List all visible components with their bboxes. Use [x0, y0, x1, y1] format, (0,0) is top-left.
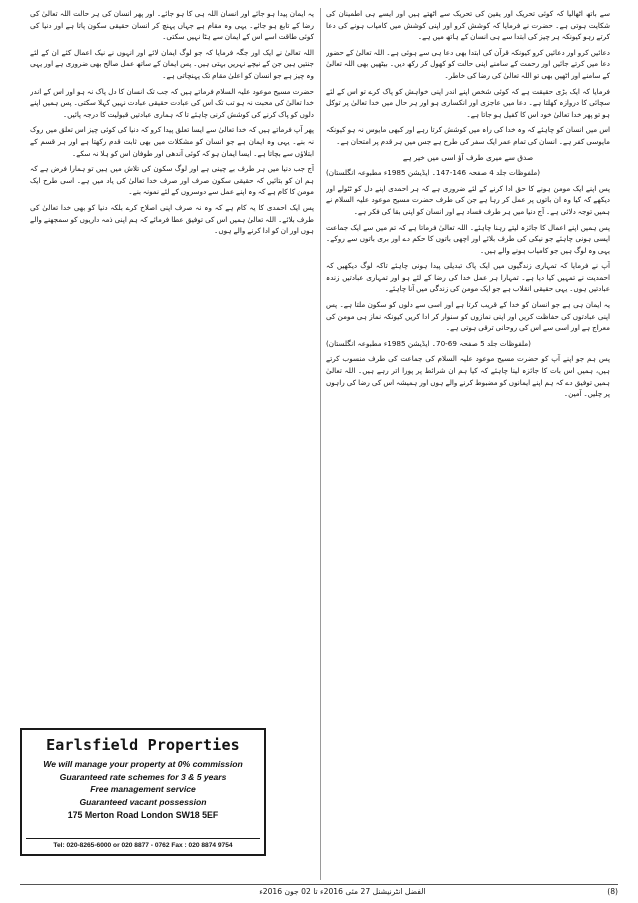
paragraph: سے باتھ اٹھالیا کہ کوئی تحریک اور یقین کی تحریک سے اٹھتے ہیں اور ایسے ہی اطمینان کی شکایت ہوتی ہے۔ حضرت نے فرمایا کہ کوشش کرو اور اپنی کوشش میں کامیاب ہونے کی دعا کرتے رہو کیونکہ ہر چیز کی ابتدا سے ہی انسان کے ہاتھ میں ہے۔	[326, 9, 610, 42]
paragraph: پس اپنے ایک مومن ہونے کا حق ادا کرنے کے لئے ضروری ہے کہ ہر احمدی اپنے دل کو ٹٹولے اور دیکھے کہ کیا وہ ان باتوں پر عمل کر رہا ہے جن کی طرف حضرت مسیح موعود علیہ السلام نے ہمیں توجہ دلائی ہے۔ آج دنیا میں ہر طرف فساد ہے اور انسان کو اپنی بقا کی فکر ہے۔	[326, 183, 610, 216]
paragraph: دعائیں کرو اور دعائیں کرو کیونکہ قرآن کی ابتدا بھی دعا ہی سے ہوئی ہے۔ اللہ تعالیٰ کے حضور دعا میں کرتے جائیں اور رحمت کے سامنے اپنی حالت کو کھول کر رکھ دیں۔ بیٹھیں بھی اللہ تعالیٰ کے سامنے اور اٹھیں بھی تو اللہ تعالیٰ کی رضا کی خاطر۔	[326, 47, 610, 80]
paragraph: آپ نے فرمایا کہ تمہاری زندگیوں میں ایک پاک تبدیلی پیدا ہونی چاہئے تاکہ لوگ دیکھیں کہ احمدیت نے تمہیں کیا دیا ہے۔ تمہارا ہر عمل خدا کی رضا کے لئے ہو اور تمہاری عبادتیں زندہ عبادتیں ہوں۔ یہی حقیقی انقلاب ہے جو ایک مومن کی زندگی میں آنا چاہئے۔	[326, 261, 610, 294]
page-number: (8)	[607, 887, 618, 896]
paragraph: پس ہمیں اپنے اعمال کا جائزہ لیتے رہنا چاہئے۔ اللہ تعالیٰ فرماتا ہے کہ تم میں سے ایک جماعت ایسی ہونی چاہئے جو نیکی کی طرف بلائے اور اچھی باتوں کا حکم دے اور بری باتوں سے روکے۔ یہی وہ لوگ ہیں جو کامیاب ہونے والے ہیں۔	[326, 222, 610, 255]
ad-line: Free management service	[90, 784, 196, 795]
ad-line: Guaranteed rate schemes for 3 & 5 years	[59, 771, 227, 782]
reference-citation: (ملفوظات جلد 4 صفحہ 146-147۔ ایڈیشن 1985ء مطبوعہ انگلستان)	[326, 168, 541, 178]
paragraph: اللہ تعالیٰ نے ایک اور جگہ فرمایا کہ جو لوگ ایمان لائے اور انہوں نے نیک اعمال کئے ان کے لئے جنتیں ہیں جن کے نیچے نہریں بہتی ہیں۔ پس ایمان کے ساتھ عمل صالح بھی ضروری ہے اور یہی وہ چیز ہے جو انسان کو اعلیٰ مقام تک پہنچاتی ہے۔	[30, 47, 314, 80]
paragraph: آج جب دنیا میں ہر طرف بے چینی ہے اور لوگ سکون کی تلاش میں ہیں تو ہمارا فرض ہے کہ ہم ان کو بتائیں کہ حقیقی سکون صرف اور صرف خدا تعالیٰ کی یاد میں ہے۔ اسی طرح ایک مومن کا کام ہے کہ وہ اپنے عمل سے دوسروں کے لئے نمونہ بنے۔	[30, 164, 314, 197]
paragraph: پھر آپ فرماتے ہیں کہ خدا تعالیٰ سے ایسا تعلق پیدا کرو کہ دنیا کی کوئی چیز اس تعلق میں روک نہ بنے۔ یہی وہ ایمان ہے جو انسان کو مشکلات میں بھی ثابت قدم رکھتا ہے اور ہر قسم کے ابتلاؤں سے بچاتا ہے۔ ایسا ایمان ہو کہ کوئی آندھی اور طوفان اس کو ہلا نہ سکے۔	[30, 125, 314, 158]
paragraph: پس ایک احمدی کا یہ کام ہے کہ وہ نہ صرف اپنی اصلاح کرے بلکہ دنیا کو بھی خدا تعالیٰ کی طرف بلائے۔ اللہ تعالیٰ ہمیں اس کی توفیق عطا فرمائے کہ ہم اپنی ذمہ داریوں کو سمجھنے والے ہوں اور ان کو ادا کرنے والے ہوں۔	[30, 202, 314, 236]
reference-citation: (ملفوظات جلد 5 صفحہ 69-70۔ ایڈیشن 1985ء مطبوعہ انگلستان)	[326, 338, 531, 348]
paragraph: فرمایا کہ ایک بڑی حقیقت ہے کہ کوئی شخص اپنے اندر اپنی خواہش کو پاک کرے تو اس کے لئے سچائی کا دروازہ کھلتا ہے۔ دعا میں عاجزی اور انکساری ہو اور ہر حال میں خدا تعالیٰ پر توکل ہو تو پھر خدا تعالیٰ خود اس کا کفیل ہو جاتا ہے۔	[326, 86, 610, 119]
ad-line: We will manage your property at 0% commission	[43, 759, 243, 769]
column-divider	[320, 8, 321, 880]
ad-telephone: Tel: 020-8265-6000 or 020 8877 - 0762 Fax : 020 8874 9754	[26, 838, 260, 849]
paragraph: اس میں انسان کو چاہئے کہ وہ خدا کی راہ میں کوشش کرتا رہے اور کبھی مایوس نہ ہو کیونکہ مایوسی کفر ہے۔ انسان کی تمام عمر ایک سفر کی طرح ہے جس میں ہر قدم پر امتحان ہے۔	[326, 125, 610, 146]
paragraph: حضرت مسیح موعود علیہ السلام فرماتے ہیں کہ جب تک انسان کا دل پاک نہ ہو اور اس کے اندر خدا تعالیٰ کی محبت نہ ہو تب تک اس کی عبادت حقیقی عبادت نہیں کہلا سکتی۔ پس ہمیں اپنے دلوں کو پاک کرنے کی کوشش کرنی چاہئے تا کہ ہماری عبادتیں قبولیت کا درجہ پائیں۔	[30, 86, 314, 119]
issue-dateline: الفضل انٹرنیشنل 27 مئی 2016ء تا 02 جون 2016ء	[259, 887, 426, 896]
paragraph: پس ہم جو اپنے آپ کو حضرت مسیح موعود علیہ السلام کی جماعت کی طرف منسوب کرتے ہیں، ہمیں اس بات کا جائزہ لینا چاہئے کہ کیا ہم ان شرائط پر پورا اتر رہے ہیں۔ اللہ تعالیٰ ہمیں توفیق دے کہ ہم اپنے ایمانوں کو مضبوط کرنے والے ہوں اور ہمیشہ اس کی رضا کی راہوں پر چلیں۔ آمین۔	[326, 354, 610, 399]
ad-line: Guaranteed vacant possession	[79, 796, 207, 807]
poem-verse: صدق سے میری طرف آؤ اسی میں خیر ہے	[402, 152, 534, 162]
property-advertisement	[20, 728, 266, 856]
ad-title: Earlsfield Properties	[46, 736, 240, 754]
ad-address: 175 Merton Road London SW18 5EF	[67, 810, 219, 821]
paragraph: یہ ایمان پیدا ہو جائے اور انسان اللہ ہی کا ہو جائے۔ اور پھر انسان کی ہر حالت اللہ تعالیٰ کی رضا کے تابع ہو جائے۔ یہی وہ مقام ہے جہاں پہنچ کر انسان حقیقی سکون پاتا ہے اور دنیا کی کوئی طاقت اسے اس کے ایمان سے ہٹا نہیں سکتی۔	[30, 9, 314, 42]
page-footer	[20, 884, 618, 899]
right-column	[326, 8, 610, 880]
paragraph: یہ ایمان ہی ہے جو انسان کو خدا کے قریب کرتا ہے اور اسی سے دلوں کو سکون ملتا ہے۔ پس اپنی عبادتوں کی حفاظت کریں اور اپنی نمازوں کو سنوار کر ادا کریں کیونکہ نماز ہی مومن کی معراج ہے اور اسی سے اس کی روحانی ترقی ہوتی ہے۔	[326, 300, 610, 333]
